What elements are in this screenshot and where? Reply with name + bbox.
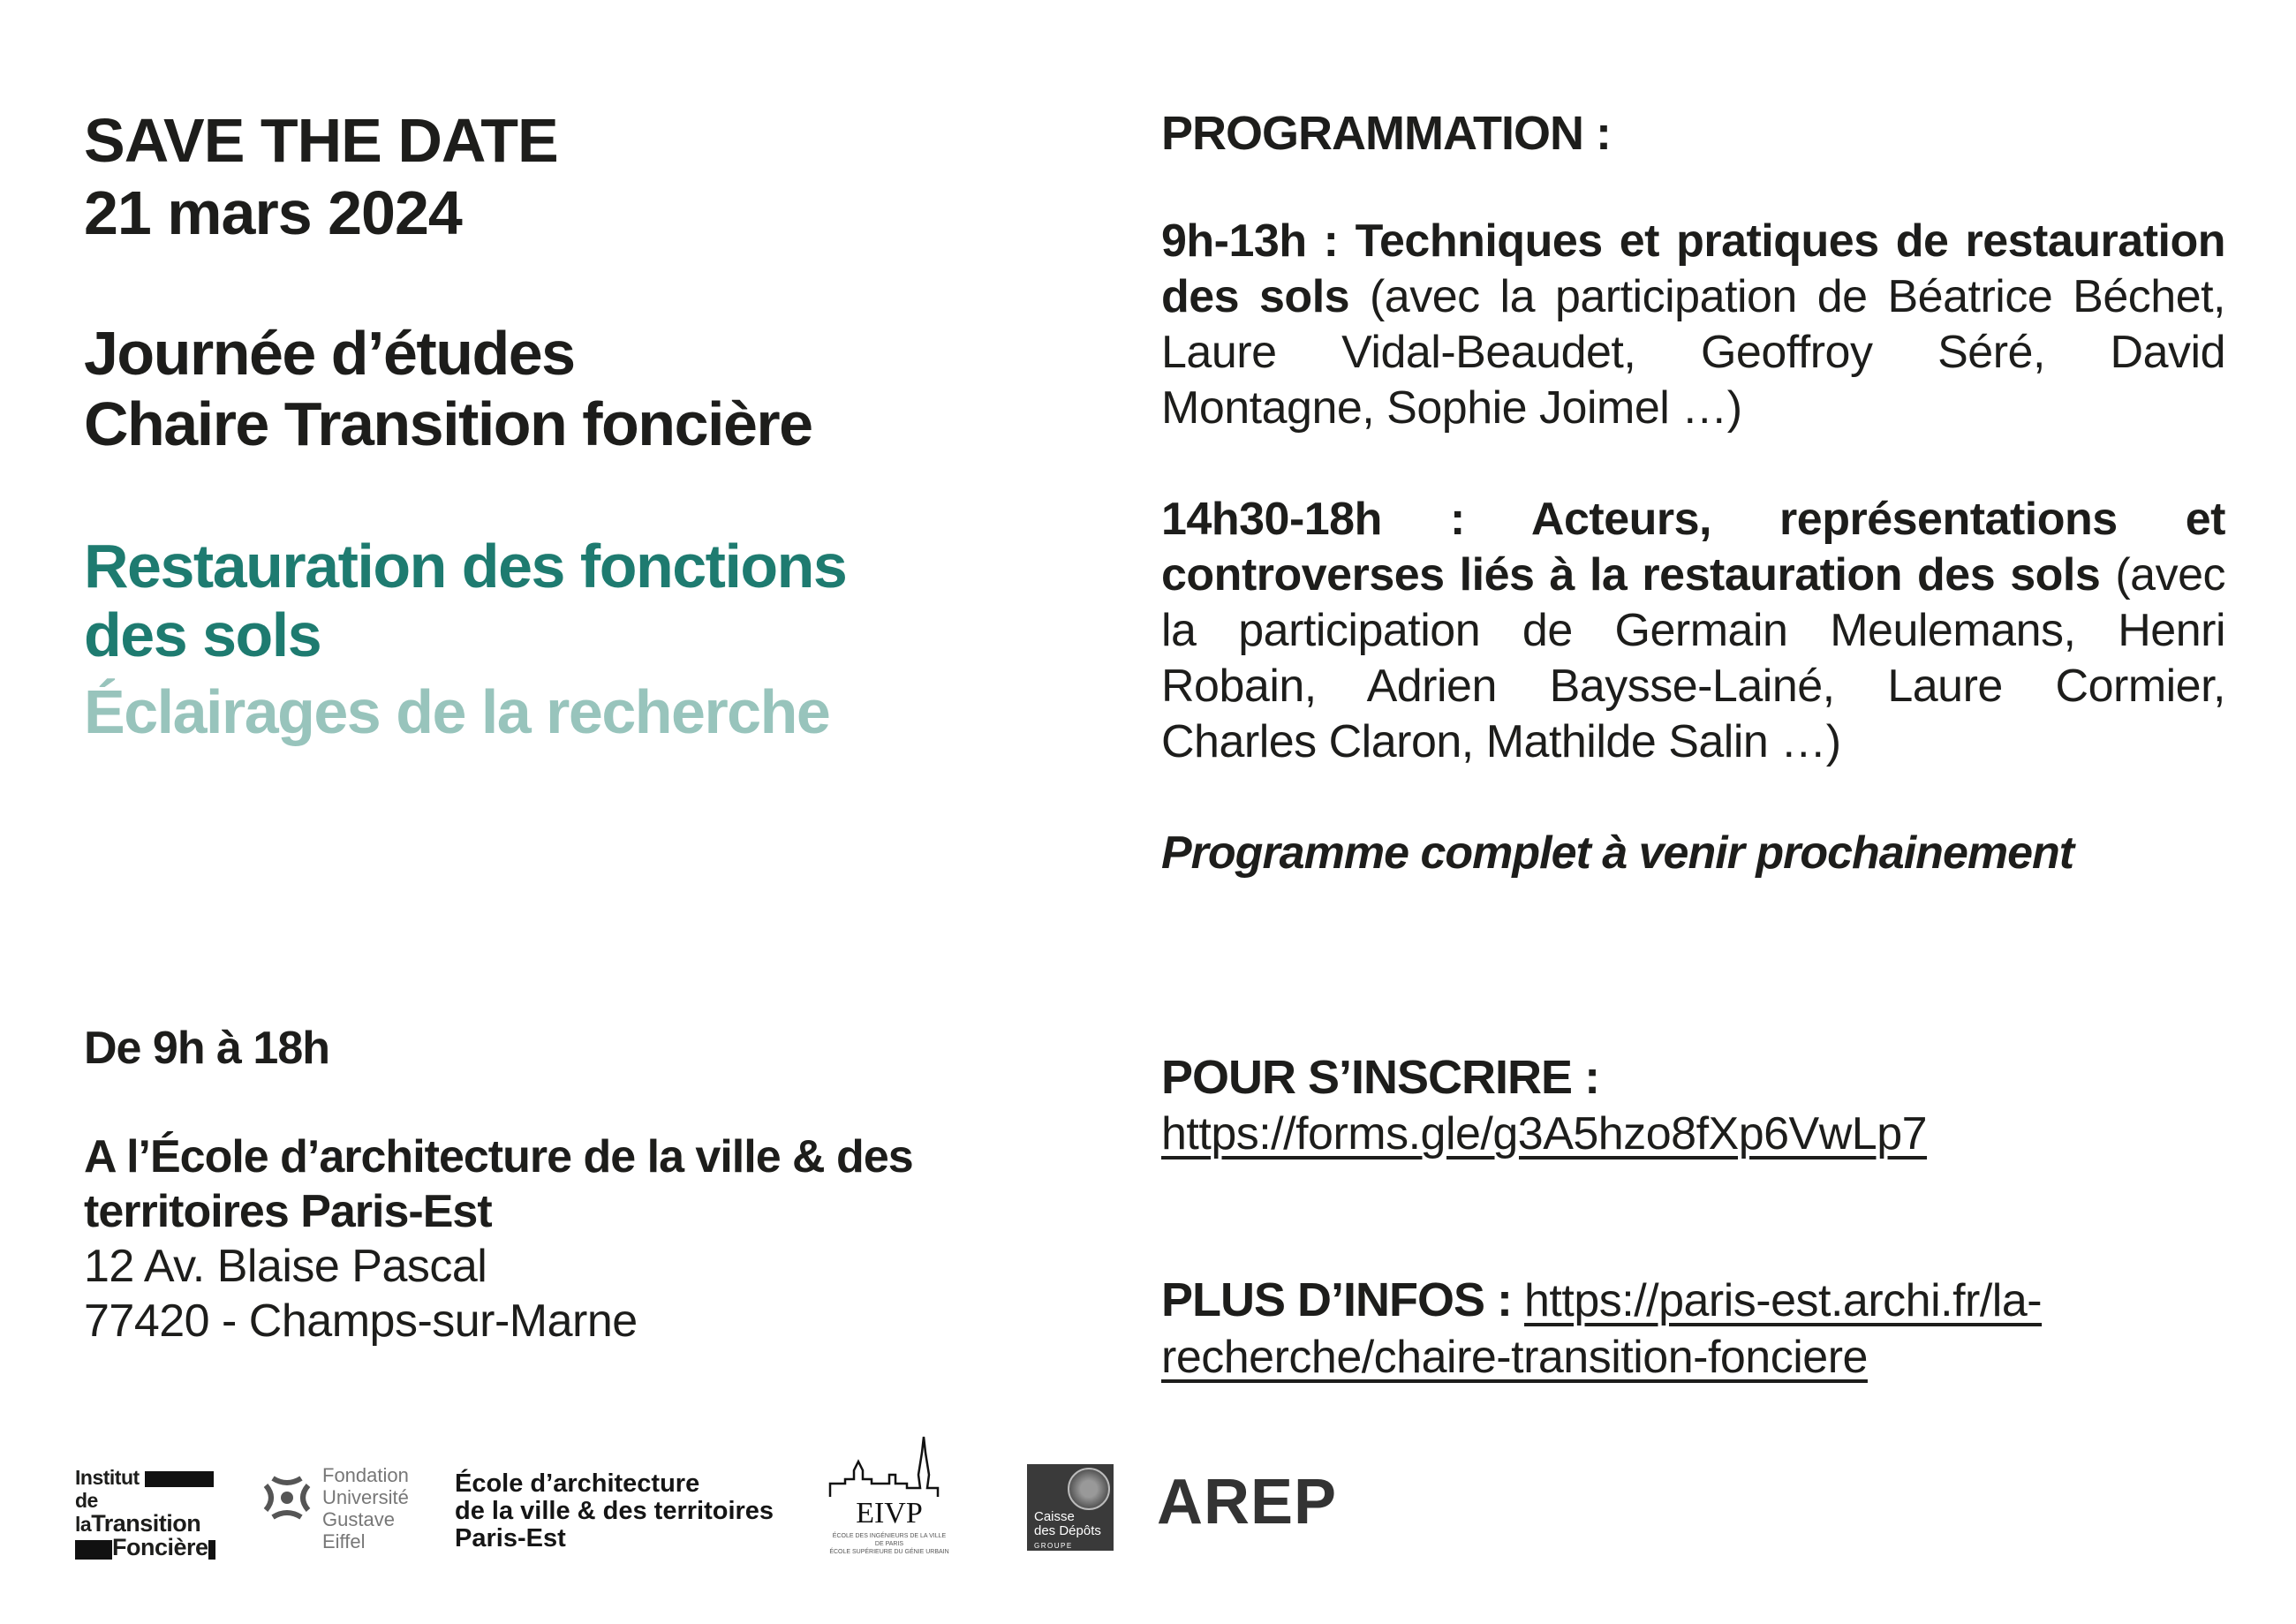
itf-line2b: Transition [91,1510,201,1537]
event-type: Journée d’études [84,319,575,388]
more-info [1161,1272,2225,1386]
cdc-line2: des Dépôts [1034,1523,1101,1538]
logo-caisse-des-depots [1027,1464,1114,1551]
logo-arep: AREP [1157,1467,1338,1537]
save-the-date-label: SAVE THE DATE [84,106,558,175]
fug-line3: Gustave [322,1508,395,1530]
fug-line4: Eiffel [322,1530,366,1552]
venue-line2: territoires Paris-Est [84,1186,492,1237]
eivp-line2: DE PARIS [874,1541,904,1547]
eivp-line1: ÉCOLE DES INGÉNIEURS DE LA VILLE [832,1533,947,1539]
eivp-name: EIVP [856,1497,923,1530]
more-info-label: PLUS D’INFOS : [1161,1273,1525,1326]
itf-bar-icon [208,1540,215,1560]
ea-line2: de la ville & des territoires [455,1497,774,1525]
event-subtitle: Éclairages de la recherche [84,677,830,746]
session-morning-participants: (avec la participation de Béatrice Béchet, Laure Vidal-Beaudet, Geoffroy Séré, David Montagne, Sophie Joimel …) [1161,271,2226,434]
cdc-line3: GROUPE [1034,1542,1073,1550]
programme-note: Programme complet à venir prochainement [1161,827,2074,879]
venue-line1: A l’École d’architecture de la ville & des [84,1131,913,1182]
programme [1161,104,2225,881]
city-address: 77420 - Champs-sur-Marne [84,1295,638,1347]
logo-institut-transition-fonciere [75,1466,225,1560]
paris-skyline-icon [805,1435,973,1506]
registration-label: POUR S’INSCRIRE : [1161,1051,1600,1104]
fug-line1: Fondation [322,1464,409,1486]
more-info-link[interactable]: https://paris-est.archi.fr/la-recherche/chaire-transition-fonciere [1161,1275,2043,1383]
session-afternoon-participants: (avec la participation de Germain Meulemans, Henri Robain, Adrien Baysse-Lainé, Laure Cormier, Charles Claron, Mathilde Salin …) [1161,549,2225,767]
ea-line1: École d’architecture [455,1469,700,1498]
event-header [84,104,1055,754]
registration-link[interactable]: https://forms.gle/g3A5hzo8fXp6VwLp7 [1161,1108,1928,1159]
itf-bar-icon [145,1471,214,1487]
organizer: Chaire Transition foncière [84,389,812,458]
cdc-seal-icon [1068,1468,1110,1510]
event-hours: De 9h à 18h [84,1023,330,1074]
event-title-line2: des sols [84,601,321,669]
session-afternoon [1161,492,2225,770]
cdc-line1: Caisse [1034,1509,1075,1524]
session-morning-title: 9h-13h : Techniques et pratiques de restauration des sols [1161,215,2225,322]
registration-info [1161,1049,2225,1386]
programme-title: PROGRAMMATION : [1161,107,1611,160]
session-morning [1161,214,2225,436]
event-title-line1: Restauration des fonctions [84,532,847,601]
session-afternoon-title: 14h30-18h : Acteurs, représentations et controverses liés à la restauration des sols [1161,494,2225,601]
logo-eivp [805,1435,973,1559]
logo-ecole-architecture-paris-est [455,1470,790,1552]
eivp-line3: ÉCOLE SUPÉRIEURE DU GÉNIE URBAIN [829,1549,949,1555]
itf-line3: Foncière [112,1534,208,1560]
street-address: 12 Av. Blaise Pascal [84,1241,487,1292]
itf-line1: Institut [75,1466,140,1489]
itf-line2a: de la [75,1489,98,1536]
event-date: 21 mars 2024 [84,178,462,247]
fondation-mark-icon [261,1471,313,1524]
ea-line3: Paris-Est [455,1524,566,1552]
fug-line2: Université [322,1486,409,1508]
practical-info [84,1020,1055,1348]
itf-bar-icon [75,1540,112,1560]
